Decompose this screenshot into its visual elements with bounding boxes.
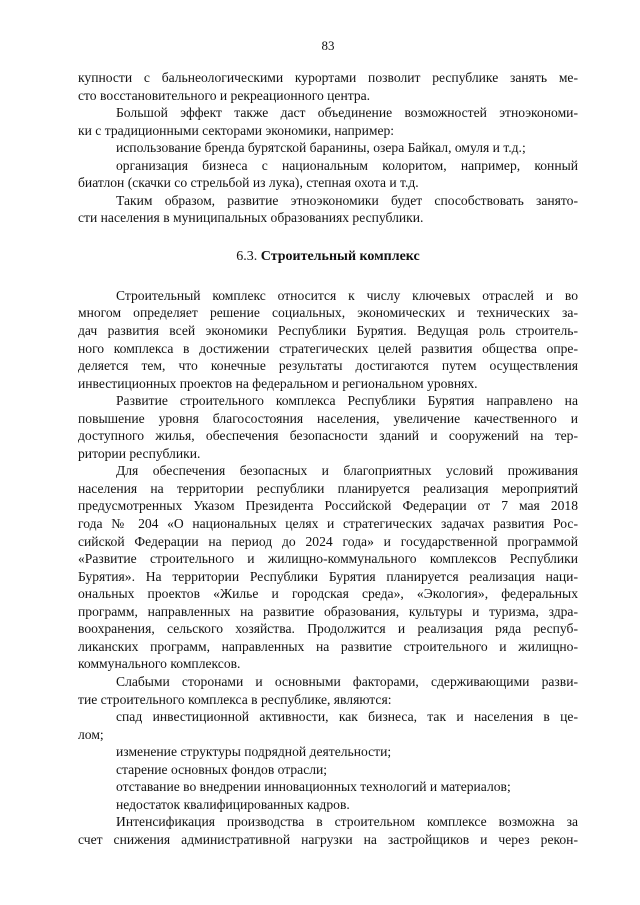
text-line: Большой эффект также даст объединение возможностей этноэкономи- (116, 105, 578, 121)
text-line: купности с бальнеологическими курортами позволит республике занять ме- (78, 70, 578, 85)
text-line: повышение уровня благосостояния населения, увеличение качественного и (78, 410, 578, 426)
text-line: Бурятия». На территории Республики Бурятия планируется реализация наци- (78, 568, 578, 584)
section-number: 6.3. (236, 248, 258, 264)
text-line: года № 204 «О национальных целях и стратегических задачах развития Рос- (78, 516, 578, 532)
paragraph-5 (78, 813, 578, 848)
text-line: старение основных фондов отрасли; (116, 761, 328, 777)
text-line: населения на территории республики планируется реализация мероприятий (78, 480, 578, 496)
text-line: Таким образом, развитие этноэкономики будет способствовать занято- (116, 192, 578, 208)
list-item (78, 796, 578, 814)
text-line: сто восстановительного и рекреационного центра. (78, 87, 371, 103)
document-page (78, 38, 578, 848)
text-line: многом определяет решение социальных, экономических и технических за- (78, 305, 578, 321)
text-line: воохранения, сельского хозяйства. Продолжится и реализация ряда респуб- (78, 621, 578, 637)
text-line: Строительный комплекс относится к числу ключевых отраслей и во (116, 287, 578, 303)
text-line: организация бизнеса с национальным колоритом, например, конный (116, 157, 578, 173)
text-line: дач развития всей экономики Республики Бурятия. Ведущая роль строитель- (78, 323, 578, 339)
conclusion-paragraph (78, 192, 578, 227)
section-title: Строительный комплекс (260, 248, 420, 264)
text-line: Интенсификация производства в строительном комплексе возможна за (116, 814, 578, 830)
text-line: лом; (78, 726, 104, 742)
text-line: изменение структуры подрядной деятельности; (116, 744, 392, 760)
paragraph-1 (78, 287, 578, 392)
text-line: «Развитие строительного и жилищно-коммунального комплексов Республики (78, 551, 578, 567)
text-line: тие строительного комплекса в республике, являются: (78, 691, 392, 707)
text-line: ликанских программ, направленных на развитие строительного и жилищно- (78, 638, 578, 654)
list-item (78, 157, 578, 192)
text-line: недостаток квалифицированных кадров. (116, 796, 350, 812)
paragraph-4 (78, 673, 578, 708)
paragraph-3 (78, 462, 578, 673)
text-line: ональных проектов «Жилье и городская среда», «Экология», федеральных (78, 586, 578, 602)
section-heading (78, 248, 578, 266)
text-line: Развитие строительного комплекса Республики Бурятия направлено на (116, 393, 578, 409)
list-item (78, 708, 578, 743)
list-item (78, 743, 578, 761)
text-line: программ, направленных на развитие образования, культуры и туризма, здра- (78, 603, 578, 619)
text-line: отставание во внедрении инновационных технологий и материалов; (116, 779, 511, 795)
text-line: ного комплекса в достижении стратегических целей развития общества опре- (78, 340, 578, 356)
text-line: счет снижения административной нагрузки на застройщиков и через рекон- (78, 831, 578, 847)
text-line: доступного жилья, обеспечения безопасности зданий и сооружений на тер- (78, 428, 578, 444)
effect-paragraph (78, 104, 578, 139)
paragraph-2 (78, 392, 578, 462)
intro-paragraph (78, 69, 578, 104)
text-line: инвестиционных проектов на федеральном и региональном уровнях. (78, 375, 478, 391)
text-line: ки с традиционными секторами экономики, например: (78, 122, 395, 138)
text-line: биатлон (скачки со стрельбой из лука), степная охота и т.д. (78, 175, 419, 191)
text-line: спад инвестиционной активности, как бизнеса, так и населения в це- (116, 709, 578, 725)
page-number: 83 (321, 38, 335, 53)
text-line: коммунального комплексов. (78, 656, 241, 672)
text-line: Для обеспечения безопасных и благоприятных условий проживания (116, 463, 578, 479)
text-line: сийской Федерации на период до 2024 года» и государственной программой (78, 533, 578, 549)
list-item (78, 761, 578, 779)
text-line: Слабыми сторонами и основными факторами, сдерживающими разви- (116, 673, 578, 689)
text-line: сти населения в муниципальных образованиях республики. (78, 210, 424, 226)
text-line: использование бренда бурятской баранины, озера Байкал, омуля и т.д.; (116, 140, 526, 156)
list-item (78, 139, 578, 157)
text-line: предусмотренных Указом Президента Российской Федерации от 7 мая 2018 (78, 498, 578, 514)
list-item (78, 778, 578, 796)
text-line: ритории республики. (78, 445, 201, 461)
text-line: деляется тем, что конечные результаты достигаются путем осуществления (78, 358, 578, 374)
